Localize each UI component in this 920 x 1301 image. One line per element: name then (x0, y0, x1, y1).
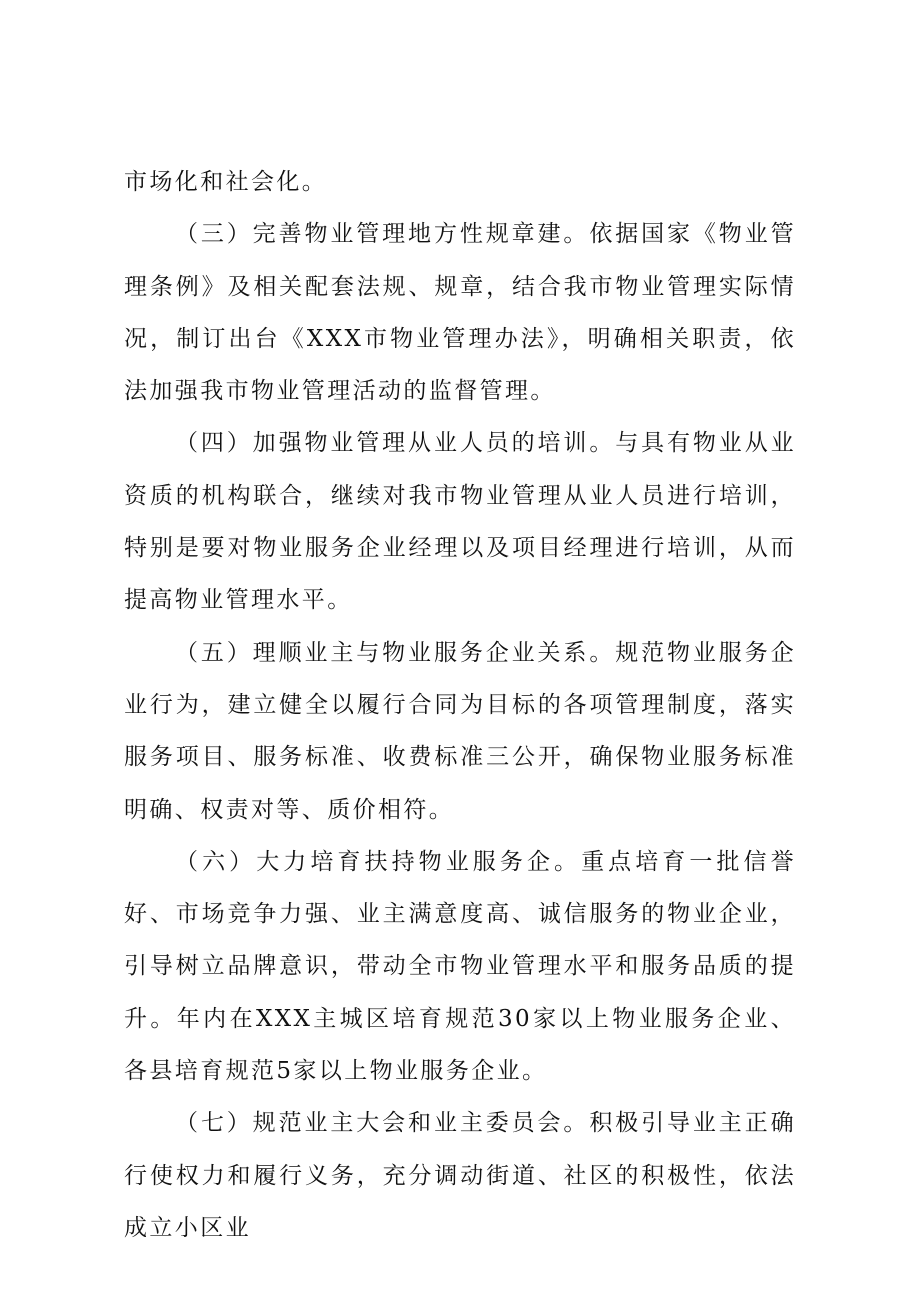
paragraph-continuation: 市场化和社会化。 (124, 169, 328, 195)
paragraph-section-6: （六）大力培育扶持物业服务企。重点培育一批信誉好、市场竞争力强、业主满意度高、诚信服务的物业企业，引导树立品牌意识，带动全市物业管理水平和服务品质的提升。年内在XXX主城区培育规范30家以上物业服务企业、各县培育规范5家以上物业服务企业。 (124, 848, 796, 1085)
paragraph-section-3: （三）完善物业管理地方性规章建。依据国家《物业管理条例》及相关配套法规、规章，结合我市物业管理实际情况，制订出台《XXX市物业管理办法》，明确相关职责，依法加强我市物业管理活动的监督管理。 (124, 221, 796, 405)
paragraph-section-4: （四）加强物业管理从业人员的培训。与具有物业从业资质的机构联合，继续对我市物业管理从业人员进行培训，特别是要对物业服务企业经理以及项目经理进行培训，从而提高物业管理水平。 (124, 430, 796, 614)
document-body (124, 156, 796, 1254)
paragraph-section-5: （五）理顺业主与物业服务企业关系。规范物业服务企业行为，建立健全以履行合同为目标的各项管理制度，落实服务项目、服务标准、收费标准三公开，确保物业服务标准明确、权责对等、质价相符。 (124, 639, 796, 823)
paragraph-section-7: （七）规范业主大会和业主委员会。积极引导业主正确行使权力和履行义务，充分调动街道、社区的积极性，依法成立小区业 (124, 1110, 796, 1241)
